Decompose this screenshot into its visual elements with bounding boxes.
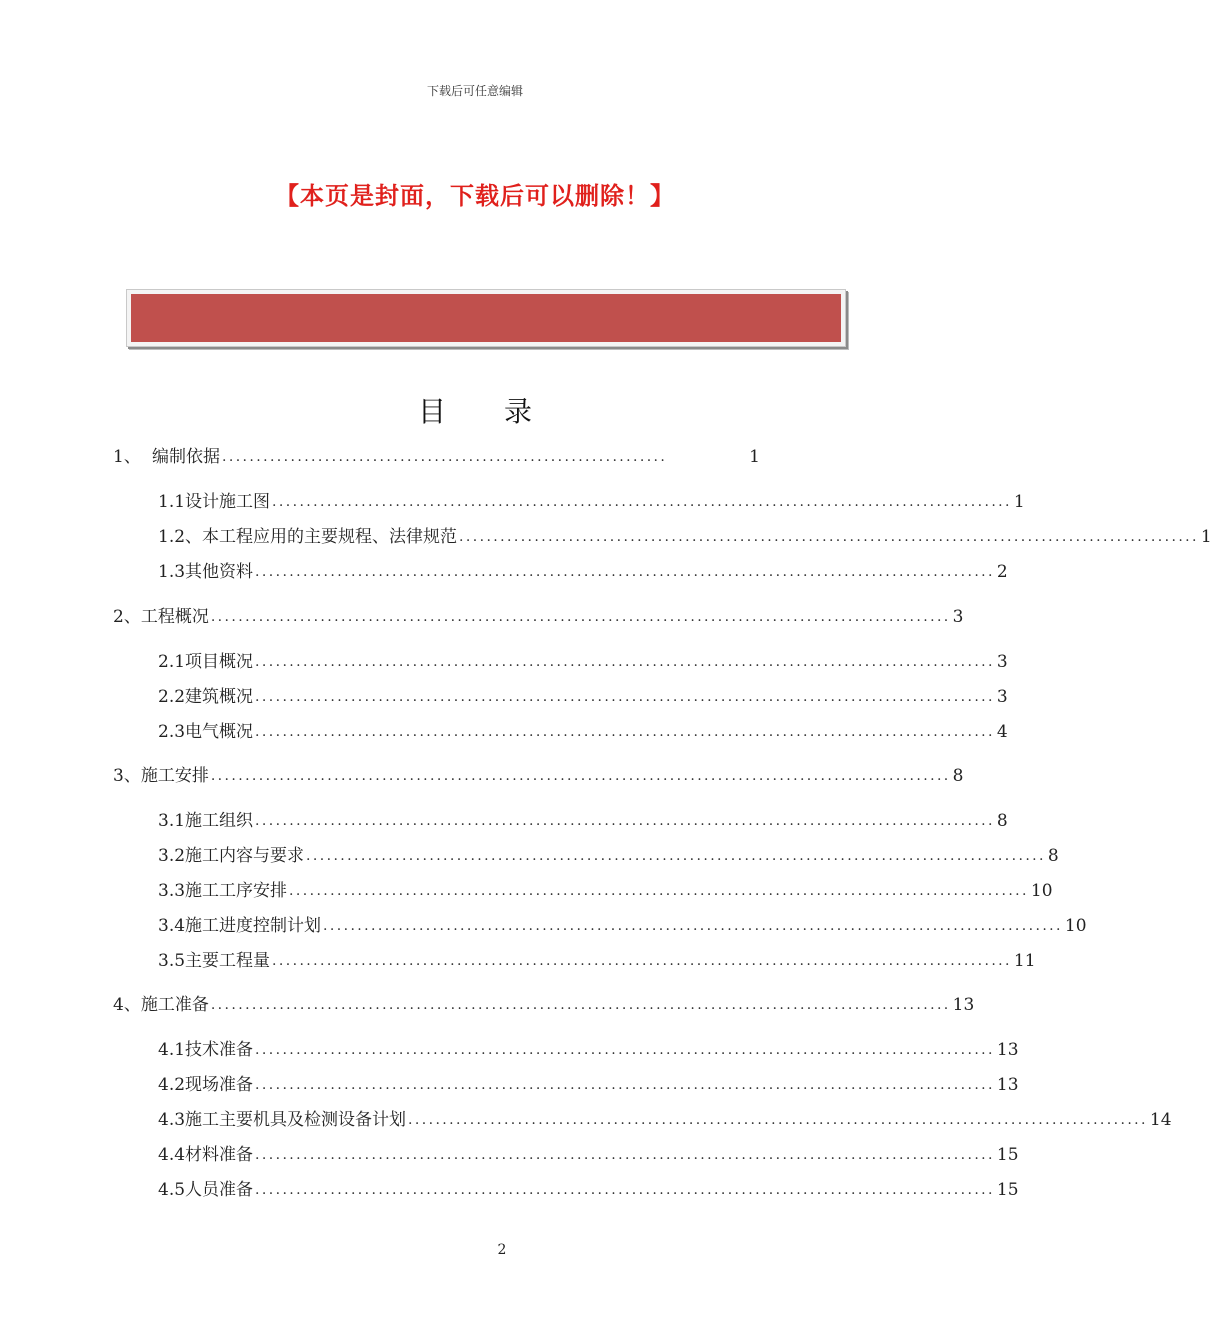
toc-entry-4-3[interactable] bbox=[158, 1108, 1172, 1132]
toc-leader-dots: ............................................................................................................ bbox=[255, 813, 995, 829]
title-banner bbox=[131, 294, 841, 342]
toc-entry-label: 工程概况 bbox=[140, 607, 209, 627]
toc-leader-dots: ............................................................................................................ bbox=[255, 724, 995, 740]
toc-entry-label: 人员准备 bbox=[185, 1180, 254, 1200]
toc-leader-dots: ............................................................................................................ bbox=[272, 953, 1012, 969]
toc-entry-label: 本工程应用的主要规程、法律规范 bbox=[202, 527, 458, 547]
toc-leader-dots: ............................................................................................................ bbox=[255, 1182, 995, 1198]
toc-entry-number: 4.5 bbox=[158, 1180, 186, 1200]
toc-leader-dots: ............................................................................................................ bbox=[289, 883, 1029, 899]
toc-entry-number: 1.1 bbox=[158, 492, 186, 512]
toc-title bbox=[0, 390, 950, 430]
toc-entry-1-1[interactable] bbox=[158, 490, 1025, 514]
toc-entry-2-3[interactable] bbox=[158, 720, 1008, 744]
toc-entry-number: 4.3 bbox=[158, 1110, 186, 1130]
toc-entry-page: 4 bbox=[996, 722, 1008, 742]
toc-leader-dots: ............................................................................................................ bbox=[255, 654, 995, 670]
toc-entry-label: 技术准备 bbox=[185, 1040, 254, 1060]
toc-entry-label: 施工内容与要求 bbox=[185, 846, 305, 866]
toc-entry-label: 施工进度控制计划 bbox=[185, 916, 322, 936]
toc-leader-dots: ............................................................................................................ bbox=[255, 1042, 995, 1058]
toc-leader-dots: ............................................................................................................ bbox=[255, 564, 995, 580]
toc-entry-number: 2.3 bbox=[158, 722, 186, 742]
toc-entry-label: 材料准备 bbox=[185, 1145, 254, 1165]
toc-entry-label: 施工组织 bbox=[185, 811, 254, 831]
toc-entry-number: 4、 bbox=[113, 995, 141, 1015]
toc-leader-dots: ............................................................................................................ bbox=[255, 1077, 995, 1093]
toc-entry-3[interactable] bbox=[113, 764, 964, 788]
toc-entry-number: 4.2 bbox=[158, 1075, 186, 1095]
toc-entry-number: 3.2 bbox=[158, 846, 186, 866]
toc-entry-label: 设计施工图 bbox=[185, 492, 271, 512]
toc-leader-dots: ............................................................................................................ bbox=[323, 918, 1063, 934]
toc-entry-page: 13 bbox=[996, 1075, 1019, 1095]
toc-entry-number: 1、 bbox=[113, 447, 141, 467]
toc-entry-2-1[interactable] bbox=[158, 650, 1008, 674]
toc-entry-3-3[interactable] bbox=[158, 879, 1053, 903]
toc-entry-page: 3 bbox=[996, 652, 1008, 672]
toc-title-char: 录 bbox=[504, 395, 533, 428]
toc-entry-page: 15 bbox=[996, 1145, 1019, 1165]
toc-entry-2-2[interactable] bbox=[158, 685, 1008, 709]
toc-entry-label: 项目概况 bbox=[185, 652, 254, 672]
toc-entry-2[interactable] bbox=[113, 605, 964, 629]
toc-entry-number: 4.1 bbox=[158, 1040, 186, 1060]
toc-entry-label: 现场准备 bbox=[185, 1075, 254, 1095]
toc-entry-number: 3、 bbox=[113, 766, 141, 786]
toc-entry-4[interactable] bbox=[113, 993, 975, 1017]
toc-leader-dots: ............................................................................................................ bbox=[408, 1112, 1148, 1128]
toc-entry-label: 主要工程量 bbox=[185, 951, 271, 971]
toc-entry-number: 3.3 bbox=[158, 881, 186, 901]
toc-title-char: 目 bbox=[417, 395, 446, 428]
toc-entry-page: 3 bbox=[996, 687, 1008, 707]
toc-entry-page: 8 bbox=[1047, 846, 1059, 866]
toc-entry-label: 施工安排 bbox=[140, 766, 209, 786]
toc-entry-page: 15 bbox=[996, 1180, 1019, 1200]
toc-leader-dots: ............................................................................................................ bbox=[459, 529, 1199, 545]
toc-entry-number: 3.4 bbox=[158, 916, 186, 936]
toc-leader-dots: ................................................................. bbox=[222, 449, 668, 465]
toc-entry-page: 8 bbox=[952, 766, 964, 786]
toc-entry-number: 2.1 bbox=[158, 652, 186, 672]
toc-entry-label: 其他资料 bbox=[185, 562, 254, 582]
toc-leader-dots: ............................................................................................................ bbox=[255, 1147, 995, 1163]
toc-entry-page: 14 bbox=[1149, 1110, 1172, 1130]
toc-entry-label: 电气概况 bbox=[185, 722, 254, 742]
toc-entry-1-3[interactable] bbox=[158, 560, 1008, 584]
toc-entry-page: 11 bbox=[1013, 951, 1036, 971]
toc-entry-page: 1 bbox=[1200, 527, 1212, 547]
page-number: 2 bbox=[497, 1242, 507, 1258]
toc-entry-page: 10 bbox=[1030, 881, 1053, 901]
toc-entry-number: 4.4 bbox=[158, 1145, 186, 1165]
toc-entry-page: 8 bbox=[996, 811, 1008, 831]
toc-leader-dots: ............................................................................................................ bbox=[255, 689, 995, 705]
toc-entry-label: 编制依据 bbox=[152, 447, 220, 467]
title-banner-frame bbox=[126, 289, 846, 347]
toc-entry-number: 2、 bbox=[113, 607, 141, 627]
toc-entry-page: 10 bbox=[1064, 916, 1087, 936]
toc-entry-3-4[interactable] bbox=[158, 914, 1087, 938]
toc-entry-page: 1 bbox=[1013, 492, 1025, 512]
toc-entry-3-5[interactable] bbox=[158, 949, 1036, 973]
toc-entry-1-2[interactable] bbox=[158, 525, 1212, 549]
toc-leader-dots: ............................................................................................................ bbox=[210, 609, 951, 625]
header-note: 下载后可任意编辑 bbox=[426, 84, 523, 98]
toc-entry-page: 3 bbox=[952, 607, 964, 627]
toc-leader-dots: ............................................................................................................ bbox=[210, 997, 951, 1013]
toc-leader-dots: ............................................................................................................ bbox=[272, 494, 1012, 510]
toc-entry-page: 2 bbox=[996, 562, 1008, 582]
toc-entry-label: 施工准备 bbox=[140, 995, 209, 1015]
toc-entry-4-5[interactable] bbox=[158, 1178, 1019, 1202]
toc-entry-number: 3.1 bbox=[158, 811, 186, 831]
toc-entry-3-1[interactable] bbox=[158, 809, 1008, 833]
toc-entry-4-4[interactable] bbox=[158, 1143, 1019, 1167]
toc-leader-dots: ............................................................................................................ bbox=[306, 848, 1046, 864]
toc-entry-number: 1.2、 bbox=[158, 527, 203, 547]
toc-leader-dots: ............................................................................................................ bbox=[210, 768, 951, 784]
toc-entry-3-2[interactable] bbox=[158, 844, 1059, 868]
toc-entry-number: 1.3 bbox=[158, 562, 186, 582]
toc-entry-4-2[interactable] bbox=[158, 1073, 1019, 1097]
toc-entry-number: 3.5 bbox=[158, 951, 186, 971]
toc-entry-label: 施工工序安排 bbox=[185, 881, 288, 901]
toc-entry-number: 2.2 bbox=[158, 687, 186, 707]
toc-entry-page: 13 bbox=[952, 995, 975, 1015]
toc-entry-label: 建筑概况 bbox=[185, 687, 254, 707]
toc-entry-1[interactable] bbox=[113, 445, 760, 469]
toc-entry-4-1[interactable] bbox=[158, 1038, 1019, 1062]
toc-entry-page: 13 bbox=[996, 1040, 1019, 1060]
cover-notice: 【本页是封面，下载后可以删除！】 bbox=[275, 182, 675, 210]
toc-entry-label: 施工主要机具及检测设备计划 bbox=[185, 1110, 407, 1130]
toc-entry-page: 1 bbox=[749, 447, 760, 467]
